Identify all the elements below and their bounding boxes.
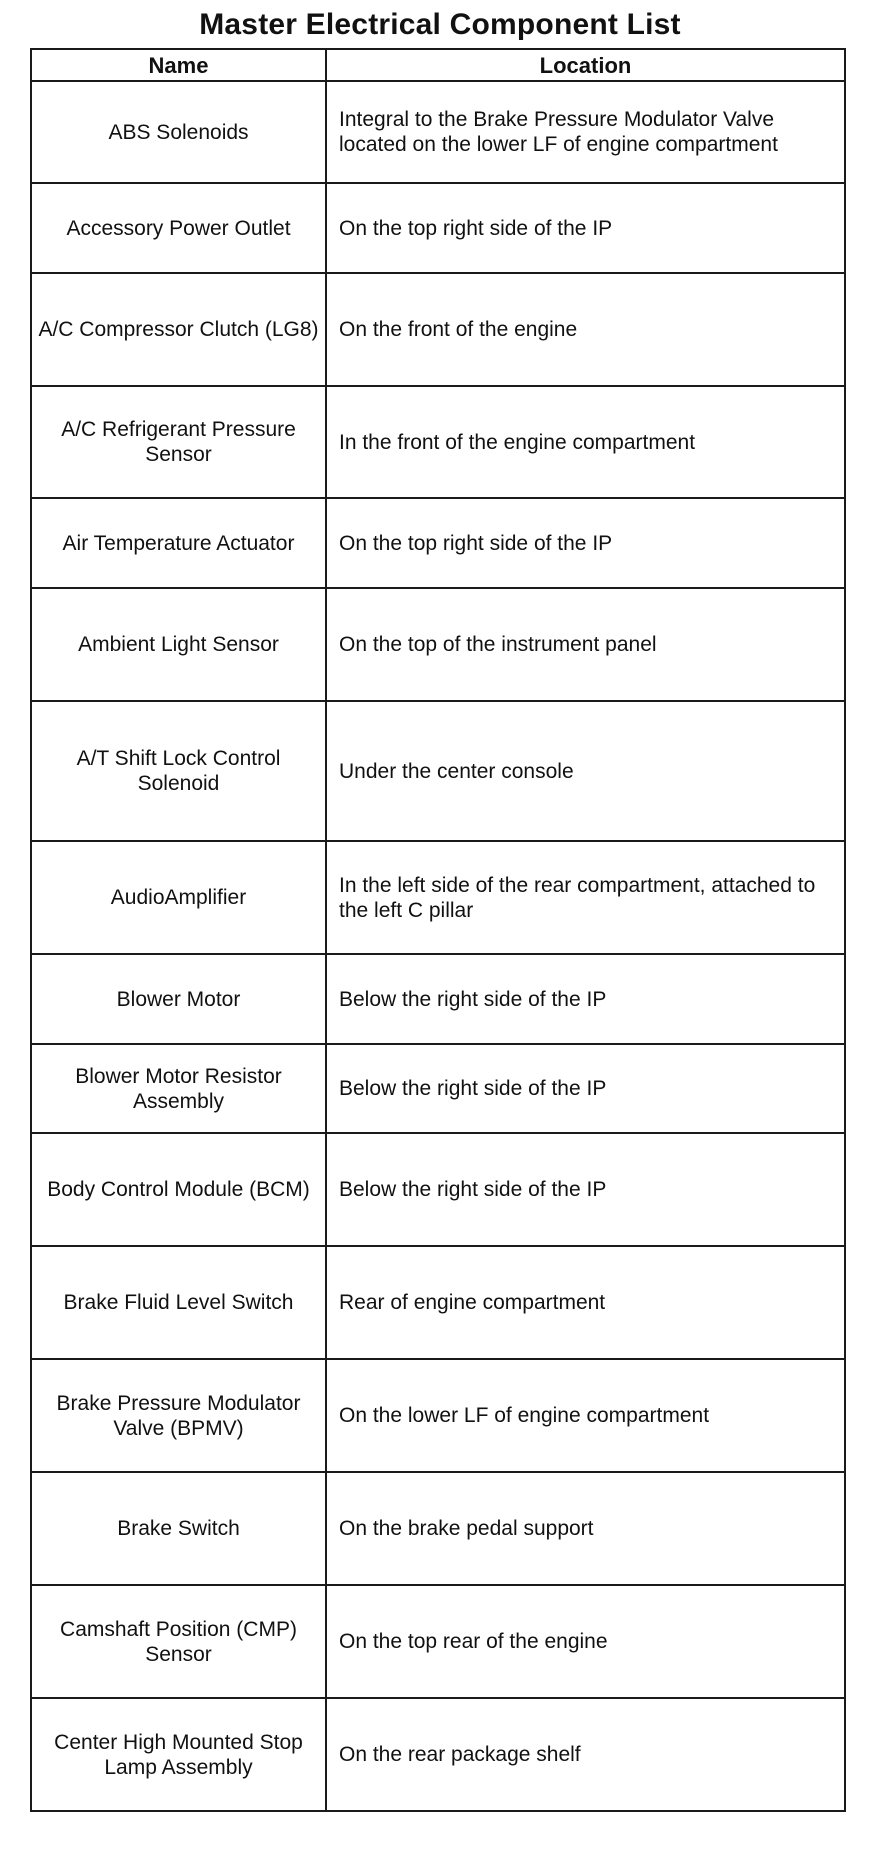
component-location: On the top right side of the IP [326,498,845,588]
component-location: On the rear package shelf [326,1698,845,1811]
component-name: Blower Motor Resistor Assembly [31,1044,326,1133]
table-row [31,1472,845,1585]
component-location: Below the right side of the IP [326,1044,845,1133]
component-location: On the front of the engine [326,273,845,386]
table-row [31,954,845,1044]
table-row [31,1044,845,1133]
component-location: Below the right side of the IP [326,954,845,1044]
table-row [31,386,845,498]
component-name: A/C Refrigerant Pressure Sensor [31,386,326,498]
table-row [31,1246,845,1359]
component-table [30,48,846,1812]
component-name: Air Temperature Actuator [31,498,326,588]
table-row [31,701,845,841]
component-location: Rear of engine compartment [326,1246,845,1359]
table-row [31,498,845,588]
component-location: On the lower LF of engine compartment [326,1359,845,1472]
table-row [31,1359,845,1472]
table-row [31,183,845,273]
table-row [31,1698,845,1811]
table-header-row [31,49,845,81]
table-row [31,588,845,701]
component-name: Brake Switch [31,1472,326,1585]
component-name: A/C Compressor Clutch (LG8) [31,273,326,386]
component-location: On the top rear of the engine [326,1585,845,1698]
component-location: In the front of the engine compartment [326,386,845,498]
component-location: On the top right side of the IP [326,183,845,273]
column-header-location: Location [326,49,845,81]
component-location: On the top of the instrument panel [326,588,845,701]
component-location: Integral to the Brake Pressure Modulator Valve located on the lower LF of engine compartment [326,81,845,183]
component-name: Blower Motor [31,954,326,1044]
component-location: On the brake pedal support [326,1472,845,1585]
component-location: In the left side of the rear compartment, attached to the left C pillar [326,841,845,954]
component-location: Below the right side of the IP [326,1133,845,1246]
table-row [31,1133,845,1246]
component-name: Body Control Module (BCM) [31,1133,326,1246]
page-title: Master Electrical Component List [199,8,681,41]
component-name: Camshaft Position (CMP) Sensor [31,1585,326,1698]
component-name: Accessory Power Outlet [31,183,326,273]
component-name: Brake Fluid Level Switch [31,1246,326,1359]
component-name: Center High Mounted Stop Lamp Assembly [31,1698,326,1811]
component-name: Ambient Light Sensor [31,588,326,701]
table-row [31,1585,845,1698]
component-name: ABS Solenoids [31,81,326,183]
table-row [31,81,845,183]
table-row [31,841,845,954]
table-row [31,273,845,386]
component-name: Brake Pressure Modulator Valve (BPMV) [31,1359,326,1472]
component-name: AudioAmplifier [31,841,326,954]
component-location: Under the center console [326,701,845,841]
component-name: A/T Shift Lock Control Solenoid [31,701,326,841]
column-header-name: Name [31,49,326,81]
